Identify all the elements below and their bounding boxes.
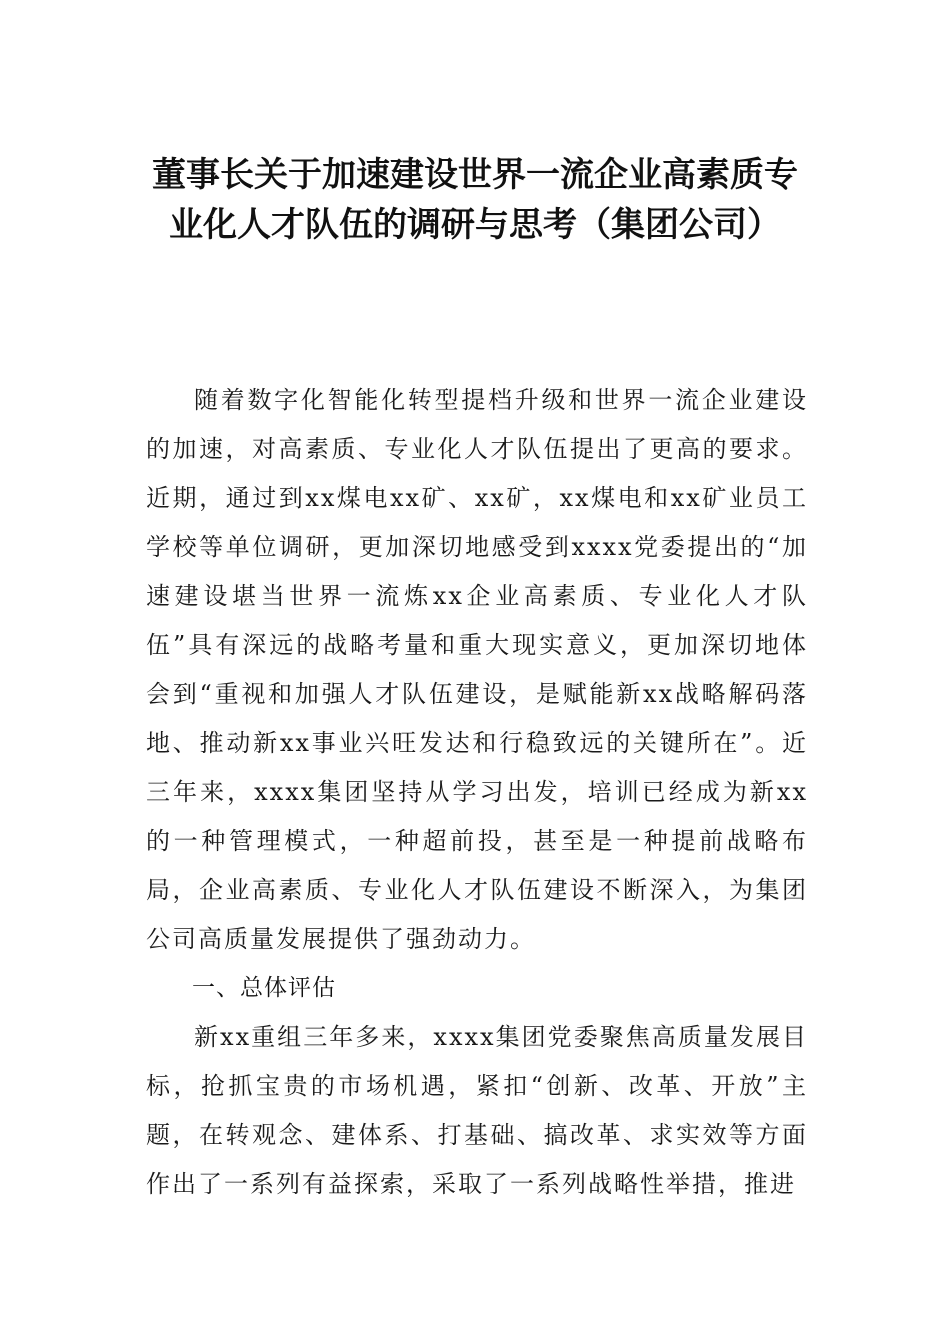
section-heading: 一、总体评估 bbox=[192, 975, 336, 1001]
body-paragraph: 新xx重组三年多来，xxxx集团党委聚焦高质量发展目标，抢抓宝贵的市场机遇，紧扣“创新、改革、开放”主题，在转观念、建体系、打基础、搞改革、求实效等方面作出了一系列有益探索，采取了一系列战略性举措，推进 bbox=[146, 1023, 808, 1198]
body-paragraph: 随着数字化智能化转型提档升级和世界一流企业建设的加速，对高素质、专业化人才队伍提出了更高的要求。近期，通过到xx煤电xx矿、xx矿，xx煤电和xx矿业员工学校等单位调研，更加深切地感受到xxxx党委提出的“加速建设堪当世界一流炼xx企业高素质、专业化人才队伍”具有深远的战略考量和重大现实意义，更加深切地体会到“重视和加强人才队伍建设，是赋能新xx战略解码落地、推动新xx事业兴旺发达和行稳致远的关键所在”。近三年来，xxxx集团坚持从学习出发，培训已经成为新xx的一种管理模式，一种超前投，甚至是一种提前战略布局，企业高素质、专业化人才队伍建设不断深入，为集团公司高质量发展提供了强劲动力。 bbox=[146, 386, 808, 953]
document-title: 董事长关于加速建设世界一流企业高素质专业化人才队伍的调研与思考（集团公司） bbox=[152, 155, 798, 245]
document-body bbox=[146, 376, 808, 1209]
